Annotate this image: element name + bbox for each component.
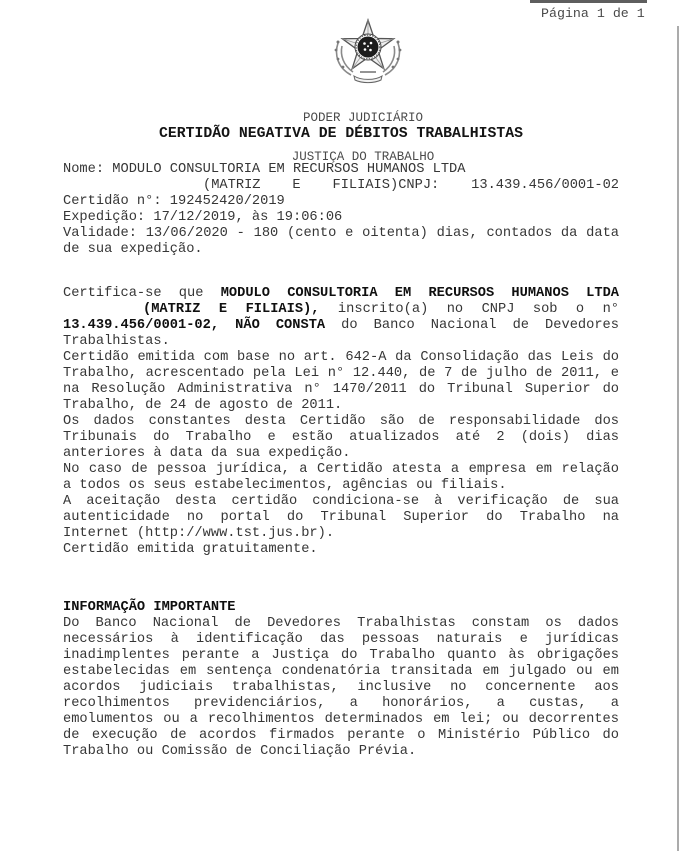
text-line: autenticidade no portal do Tribunal Superior do Trabalho na xyxy=(63,510,619,525)
text-line: anteriores à data da sua expedição. xyxy=(63,446,351,461)
text-line: No caso de pessoa jurídica, a Certidão atesta a empresa em relação xyxy=(63,462,619,477)
page-indicator: Página 1 de 1 xyxy=(541,6,645,21)
text-line: Nome: MODULO CONSULTORIA EM RECURSOS HUMANOS LTDA xyxy=(63,162,466,177)
text-line: (MATRIZ E FILIAIS), inscrito(a) no CNPJ sob o n° xyxy=(143,302,619,317)
text-line: recolhimentos previdenciários, a honorários, a custas, a xyxy=(63,696,619,711)
text-line: Certifica-se que MODULO CONSULTORIA EM RECURSOS HUMANOS LTDA xyxy=(63,286,619,301)
text-line: Trabalho, de 24 de agosto de 2011. xyxy=(63,398,343,413)
certification xyxy=(63,286,619,558)
document-body xyxy=(63,162,619,760)
brazil-coat-of-arms-icon xyxy=(329,18,407,84)
document-title: CERTIDÃO NEGATIVA DE DÉBITOS TRABALHISTAS xyxy=(158,126,524,142)
text-line: Os dados constantes desta Certidão são de responsabilidade dos xyxy=(63,414,619,429)
text-line: estabelecidas em sentença condenatória transitada em julgado ou em xyxy=(63,664,619,679)
org-line-justica-do-trabalho: JUSTIÇA DO TRABALHO xyxy=(291,150,435,164)
text-line: (MATRIZ E FILIAIS)CNPJ: 13.439.456/0001-02 xyxy=(203,178,619,193)
text-line: inadimplentes perante a Justiça do Trabalho quanto às obrigações xyxy=(63,648,619,663)
text-line: Trabalhistas. xyxy=(63,334,170,349)
text-line: Validade: 13/06/2020 - 180 (cento e oitenta) dias, contados da data xyxy=(63,226,619,241)
org-line-poder-judiciario: PODER JUDICIÁRIO xyxy=(302,111,424,125)
text-line: na Resolução Administrativa n° 1470/2011 do Tribunal Superior do xyxy=(63,382,619,397)
text-line: 13.439.456/0001-02, NÃO CONSTA do Banco Nacional de Devedores xyxy=(63,318,619,333)
text-line: a todos os seus estabelecimentos, agências ou filiais. xyxy=(63,478,507,493)
text-line: Trabalho, acrescentado pela Lei n° 12.440, de 7 de julho de 2011, e xyxy=(63,366,619,381)
text-line: Certidão emitida gratuitamente. xyxy=(63,542,318,557)
text-line: Expedição: 17/12/2019, às 19:06:06 xyxy=(63,210,343,225)
text-line: Certidão emitida com base no art. 642-A da Consolidação das Leis do xyxy=(63,350,619,365)
text-line: acordos judiciais trabalhistas, inclusive no concernente aos xyxy=(63,680,619,695)
important-info xyxy=(63,600,619,760)
text-line: Tribunais do Trabalho e estão atualizados até 2 (dois) dias xyxy=(63,430,619,445)
text-line: A aceitação desta certidão condiciona-se à verificação de sua xyxy=(63,494,619,509)
text-line: Certidão n°: 192452420/2019 xyxy=(63,194,285,209)
text-line: Do Banco Nacional de Devedores Trabalhistas constam os dados xyxy=(63,616,619,631)
top-edge-artifact xyxy=(530,0,647,3)
text-line: de sua expedição. xyxy=(63,242,203,257)
text-line: necessários à identificação das pessoas naturais e jurídicas xyxy=(63,632,619,647)
header-fields xyxy=(63,162,619,258)
text-line: emolumentos ou a recolhimentos determinados em lei; ou decorrentes xyxy=(63,712,619,727)
text-line: de execução de acordos firmados perante o Ministério Público do xyxy=(63,728,619,743)
text-line: Internet (http://www.tst.jus.br). xyxy=(63,526,335,541)
text-line: Trabalho ou Comissão de Conciliação Prévia. xyxy=(63,744,417,759)
text-line: INFORMAÇÃO IMPORTANTE xyxy=(63,600,236,615)
